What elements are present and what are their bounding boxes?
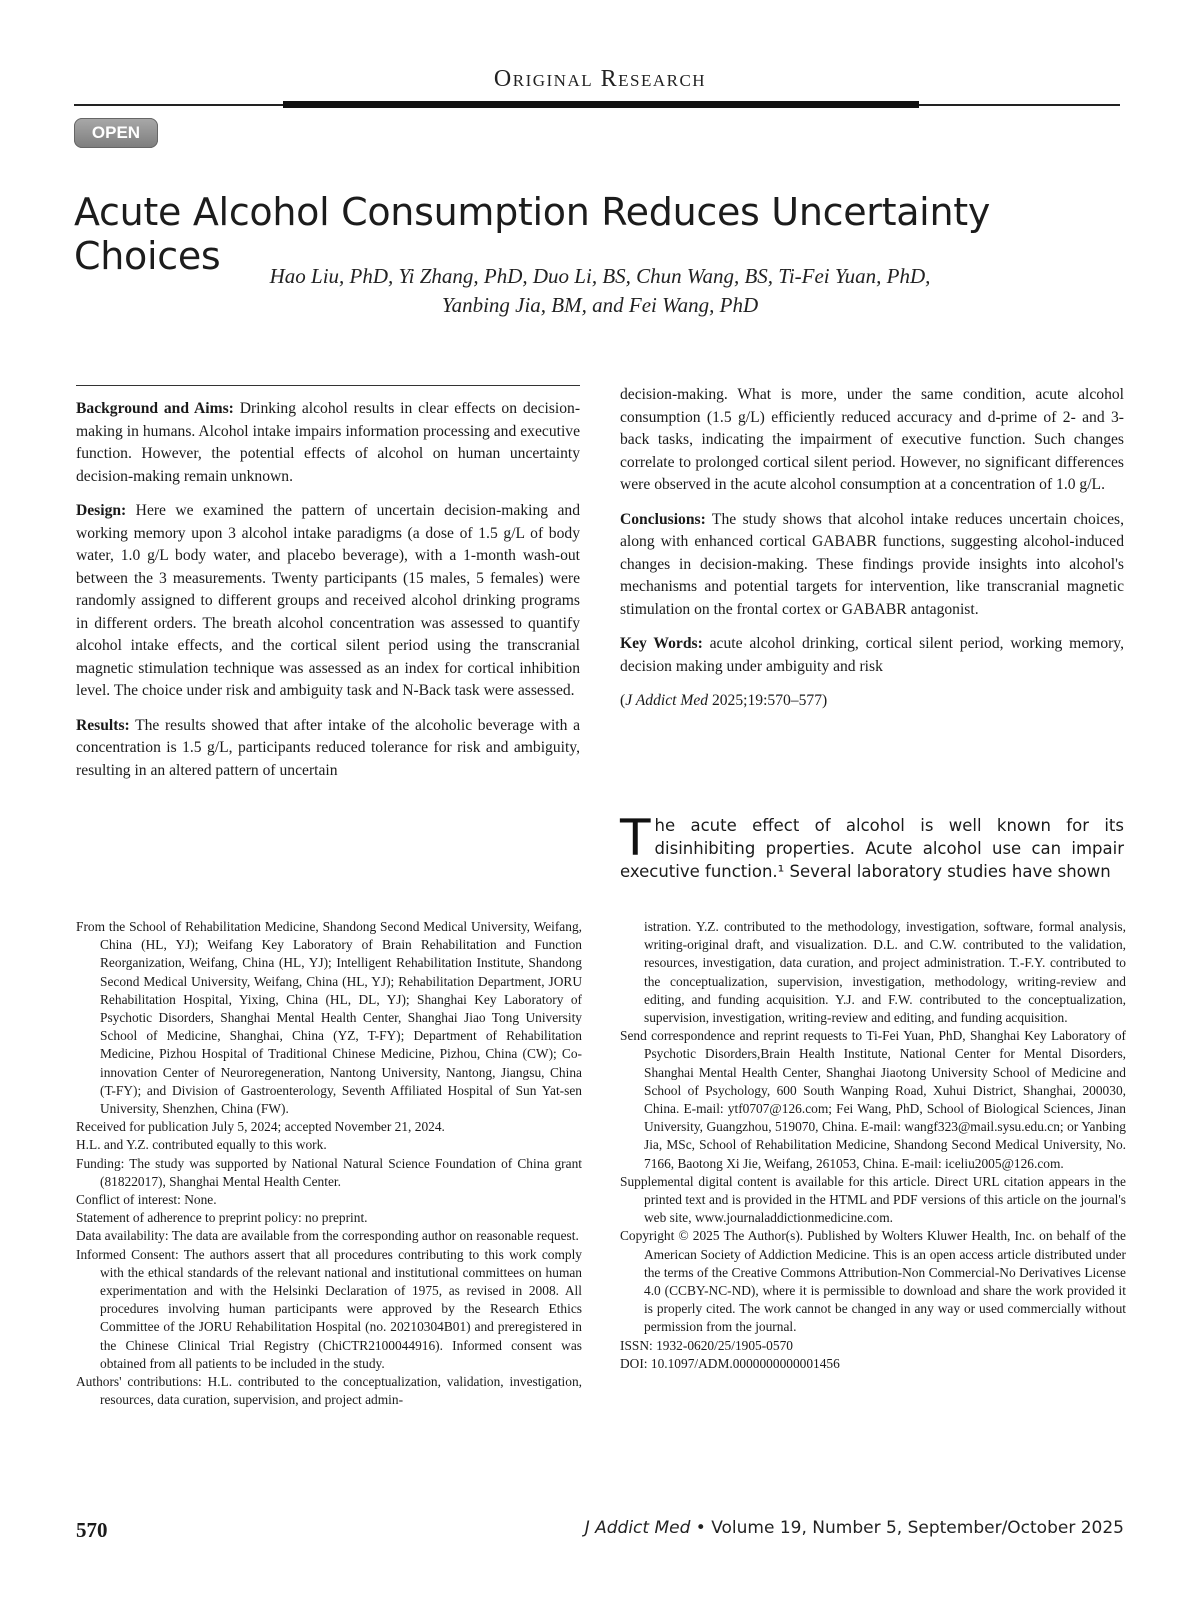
- footnote-item: From the School of Rehabilitation Medicine, Shandong Second Medical University, Weifang, China (HL, YJ); Weifang Key Laboratory of Brain Rehabilitation and Function Reorganization, Weifang, China (HL, YJ); Intelligent Rehabilitation Institute, Shandong Second Medical University, Weifang, China (HL, YJ); Rehabilitation Department, JORU Rehabilitation Hospital, Yixing, China (HL, DL, YJ); Shanghai Key Laboratory of Psychotic Disorders, Shanghai Mental Health Center, Shanghai Jiao Tong University School of Medicine, Shanghai, China (YZ, T-FY); Department of Rehabilitation Medicine, Pizhou Hospital of Traditional Chinese Medicine, Pizhou, China (CW); Co-innovation Center of Neuroregeneration, Nantong University, Nantong, Jiangsu, China (T-FY); and Division of Gastroenterology, Seventh Affiliated Hospital of Sun Yat-sen University, Shenzhen, China (FW).: [76, 919, 582, 1117]
- footnote-item: H.L. and Y.Z. contributed equally to this work.: [76, 1137, 327, 1153]
- footnote-item: Supplemental digital content is available for this article. Direct URL citation appears in the printed text and is provided in the HTML and PDF versions of this article on the journal's web site, www.journaladdictionmedicine.com.: [620, 1173, 1126, 1226]
- author-list: [0, 262, 1200, 320]
- footnotes-right: [620, 918, 1126, 1373]
- abstract-text: Here we examined the pattern of uncertain decision-making and working memory upon 3 alcohol intake paradigms (a dose of 1.5 g/L of body water, 1.0 g/L body water, and placebo beverage), with a 1-month wash-out between the 3 measurements. Twenty participants (15 males, 5 females) were randomly assigned to different groups and received alcohol drinking programs in different orders. The breath alcohol concentration was assessed to quantify alcohol intake effects, and the cortical silent period using the transcranial magnetic stimulation technique was assessed as an index for cortical inhibition level. The choice under risk and ambiguity task and N-Back task were assessed.: [76, 502, 580, 699]
- abstract-text: acute alcohol drinking, cortical silent period, working memory, decision making under ambiguity and risk: [620, 635, 1124, 675]
- abstract-text: Drinking alcohol results in clear effects on decision-making in humans. Alcohol intake impairs information processing and executive function. However, the potential effects of alcohol on human uncertainty decision-making remain unknown.: [76, 400, 581, 485]
- abstract-label: Key Words:: [620, 635, 703, 652]
- footnote-item: Send correspondence and reprint requests to Ti-Fei Yuan, PhD, Shanghai Key Laboratory of Psychotic Disorders,Brain Health Institute, National Center for Mental Disorders, Shanghai Mental Health Center, Shanghai Jiaotong University School of Medicine and School of Psychology, 600 South Wanping Road, Xuhui District, Shanghai, 200030, China. E-mail: ytf0707@126.com; Fei Wang, PhD, School of Biological Sciences, Jinan University, Guangzhou, 519070, China. E-mail: wangf323@mail.sysu.edu.cn; or Yanbing Jia, MSc, School of Rehabilitation Medicine, Shandong Second Medical University, No. 7166, Baotong Xi Jie, Weifang, 261053, China. E-mail: iceliu2005@126.com.: [620, 1028, 1126, 1171]
- footnote-item: Conflict of interest: None.: [76, 1192, 217, 1208]
- footnote-item: Data availability: The data are available from the corresponding author on reasonable request.: [76, 1228, 579, 1244]
- footnote-item: Authors' contributions: H.L. contributed to the conceptualization, validation, investigation, resources, data curation, supervision, and project admin-: [76, 1374, 582, 1408]
- section-label: Original Research: [493, 66, 707, 92]
- footnote-item: DOI: 10.1097/ADM.0000000000001456: [620, 1355, 840, 1371]
- abstract-right-column: [620, 384, 1124, 725]
- author-line: Yanbing Jia, BM, and Fei Wang, PhD: [441, 293, 759, 317]
- abstract-background: [76, 398, 580, 488]
- abstract-left-column: [76, 398, 580, 794]
- abstract-citation: (J Addict Med 2025;19:570–577): [620, 692, 828, 709]
- footnote-item: Copyright © 2025 The Author(s). Published by Wolters Kluwer Health, Inc. on behalf of the American Society of Addiction Medicine. This is an open access article distributed under the terms of the Creative Commons Attribution-Non Commercial-No Derivatives License 4.0 (CCBY-NC-ND), where it is permissible to download and share the work provided it is properly cited. The work cannot be changed in any way or used commercially without permission from the journal.: [620, 1228, 1126, 1335]
- footnote-item: ISSN: 1932-0620/25/1905-0570: [620, 1337, 793, 1353]
- page-number: 570: [76, 1518, 108, 1542]
- author-line: Hao Liu, PhD, Yi Zhang, PhD, Duo Li, BS, Chun Wang, BS, Ti-Fei Yuan, PhD,: [269, 264, 931, 288]
- drop-cap: T: [620, 809, 651, 867]
- abstract-label: Conclusions:: [620, 510, 706, 528]
- abstract-label: Results:: [76, 716, 130, 734]
- journal-name: J Addict Med: [584, 1518, 691, 1538]
- abstract-text: The results showed that after intake of the alcoholic beverage with a concentration is 1.5 g/L, participants reduced tolerance for risk and ambiguity, resulting in an altered pattern of uncertain: [76, 716, 580, 779]
- abstract-label: Design:: [76, 502, 127, 519]
- footnote-item: Funding: The study was supported by National Natural Science Foundation of China grant (81822017), Shanghai Mental Health Center.: [76, 1155, 582, 1189]
- journal-issue: • Volume 19, Number 5, September/October 2025: [690, 1518, 1124, 1538]
- abstract-rule: [76, 385, 580, 386]
- footnote-continued: istration. Y.Z. contributed to the methodology, investigation, software, formal analysis, writing-original draft, and visualization. D.L. and C.W. contributed to the validation, resources, investigation, data curation, and project administration. T.-F.Y. contributed to the conceptualization, supervision, investigation, methodology, writing-review and editing, and funding acquisition. Y.J. and F.W. contributed to the conceptualization, supervision, investigation, writing-review and editing, and funding acquisition.: [644, 919, 1126, 1026]
- open-access-badge: OPEN: [74, 118, 158, 148]
- abstract-results: [76, 715, 580, 783]
- citation-details: 2025;19:570–577): [708, 692, 828, 709]
- abstract-conclusions: [620, 509, 1124, 622]
- abstract-label: Background and Aims:: [76, 400, 234, 417]
- introduction-text: he acute effect of alcohol is well known for its disinhibiting properties. Acute alcohol use can impair executive function.¹ Several laboratory studies have shown: [620, 816, 1124, 881]
- article-title: Acute Alcohol Consumption Reduces Uncertainty Choices: [74, 190, 991, 278]
- footnote-item: Statement of adherence to preprint policy: no preprint.: [76, 1210, 368, 1226]
- journal-footer: [585, 1518, 1124, 1538]
- abstract-design: [76, 500, 580, 703]
- abstract-text: The study shows that alcohol intake reduces uncertain choices, along with enhanced cortical GABABR functions, suggesting alcohol-induced changes in decision-making. These findings provide insights into alcohol's mechanisms and potential targets for intervention, like transcranial magnetic stimulation on the frontal cortex or GABABR antagonist.: [620, 510, 1124, 618]
- footnotes-left: [76, 918, 582, 1409]
- header-rule-accent: [283, 101, 919, 108]
- citation-journal: J Addict Med: [625, 692, 709, 709]
- abstract-keywords: [620, 633, 1124, 678]
- footnote-item: Informed Consent: The authors assert that all procedures contributing to this work comply with the ethical standards of the relevant national and institutional committees on human experimentation and with the Helsinki Declaration of 1975, as revised in 2008. All procedures involving human participants were approved by the Research Ethics Committee of the JORU Rehabilitation Hospital (no. 20210304B01) and preregistered in the Chinese Clinical Trial Registry (ChiCTR2100044916). Informed consent was obtained from all patients to be included in the study.: [76, 1246, 582, 1371]
- footnote-item: Received for publication July 5, 2024; accepted November 21, 2024.: [76, 1119, 445, 1135]
- introduction-paragraph: [620, 809, 1124, 883]
- abstract-results-continued: decision-making. What is more, under the same condition, acute alcohol consumption (1.5 g/L) efficiently reduced accuracy and d-prime of 2- and 3-back tasks, indicating the impairment of executive function. Such changes correlate to prolonged cortical silent period. However, no significant differences were observed in the acute alcohol consumption at a concentration of 1.0 g/L.: [620, 386, 1124, 493]
